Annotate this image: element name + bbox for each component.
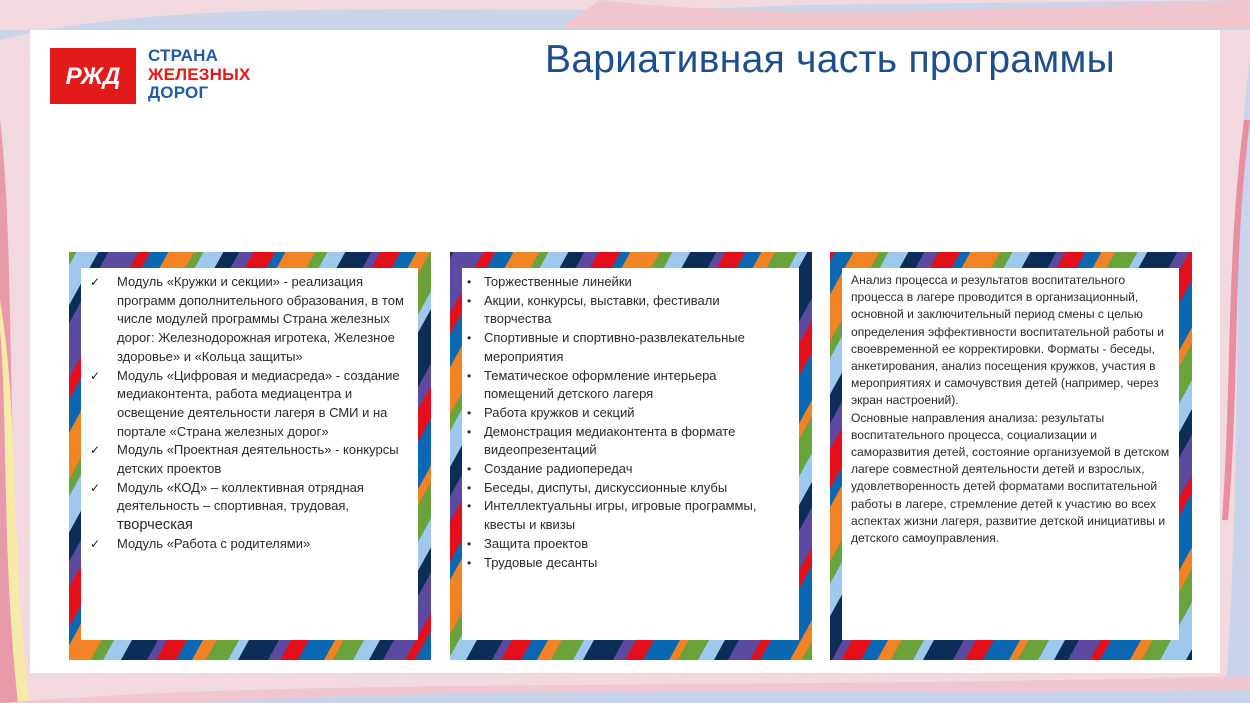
card-activities bbox=[450, 252, 812, 660]
activity-item-text: Тематическое оформление интерьера помещений детского лагеря bbox=[484, 367, 717, 402]
bullet-icon: • bbox=[467, 331, 472, 346]
rzd-logo-mark bbox=[50, 48, 136, 104]
rzd-logo bbox=[50, 48, 136, 104]
activity-item bbox=[467, 404, 789, 423]
module-item-tail: творческая bbox=[117, 517, 193, 534]
module-item bbox=[90, 273, 408, 367]
checkmark-icon: ✓ bbox=[90, 443, 101, 458]
checkmark-icon: ✓ bbox=[90, 368, 101, 383]
activity-item-text: Акции, конкурсы, выставки, фестивали творчества bbox=[484, 292, 720, 327]
activity-item bbox=[467, 292, 789, 329]
bullet-icon: • bbox=[467, 499, 472, 514]
card-modules-content bbox=[81, 268, 418, 640]
activity-item bbox=[467, 535, 789, 554]
module-item bbox=[90, 535, 408, 554]
module-item-text: Модуль «Цифровая и медиасреда» - создание медиаконтента, работа медиацентра и освещение деятельности лагеря в СМИ и на портале «Страна железных дорог» bbox=[117, 367, 400, 439]
bullet-icon: • bbox=[467, 275, 472, 289]
card-analysis-content bbox=[842, 268, 1179, 640]
bullet-icon: • bbox=[467, 555, 472, 570]
activity-item bbox=[467, 367, 789, 404]
activity-item bbox=[467, 497, 789, 534]
activity-item-text: Беседы, диспуты, дискуссионные клубы bbox=[484, 479, 728, 495]
activity-item-text: Интеллектуальны игры, игровые программы, квесты и квизы bbox=[484, 498, 757, 533]
logo-line-2: ЖЕЛЕЗНЫХ bbox=[148, 64, 251, 84]
card-activities-content bbox=[462, 268, 799, 640]
page-title: Вариативная часть программы bbox=[545, 38, 1115, 81]
module-item bbox=[90, 441, 408, 478]
analysis-paragraph-1: Анализ процесса и результатов воспитательного процесса в лагере проводится в организационный, основной и заключительный период смены с целью определения эффективности воспитательной работы и своевременной ее корректировки. Форматы - беседы, анкетирования, анализ посещения кружков, участия в мероприятиях и самочувствия детей (например, через экран настроений). bbox=[851, 273, 1165, 408]
logo-line-1: СТРАНА bbox=[148, 46, 219, 65]
activity-item bbox=[467, 479, 789, 498]
activity-item-text: Защита проектов bbox=[484, 535, 589, 551]
module-item-text: Модуль «Кружки и секции» - реализация программ дополнительного образования, в том числе модулей программы Страна железных дорог: Железнодорожная игротека, Железное здоровье» и «Кольца защиты» bbox=[117, 274, 404, 364]
activity-item bbox=[467, 423, 789, 460]
activity-item bbox=[467, 273, 789, 292]
bullet-icon: • bbox=[467, 405, 472, 420]
bullet-icon: • bbox=[467, 293, 472, 308]
activity-item-text: Спортивные и спортивно-развлекательные мероприятия bbox=[484, 330, 745, 364]
activity-item-text: Трудовые десанты bbox=[484, 554, 598, 570]
analysis-paragraph-2: Основные направления анализа: результаты воспитательного процесса, социализации и саморазвития детей, состояние организуемой в детском лагере совместной деятельности детей и взрослых, удовлетворенность детей форматами воспитательной работы в лагере, стремление детей к участию во всех аспектах жизни лагеря, развитие детской инициативы и детского самоуправления. bbox=[851, 410, 1170, 546]
activities-list bbox=[467, 273, 789, 572]
card-modules bbox=[69, 252, 431, 660]
logo-wordmark bbox=[148, 47, 250, 103]
bullet-icon: • bbox=[467, 480, 472, 495]
activity-item-text: Работа кружков и секций bbox=[484, 404, 635, 420]
module-item-text: Модуль «Проектная деятельность» - конкурсы детских проектов bbox=[117, 442, 399, 477]
checkmark-icon: ✓ bbox=[90, 480, 101, 495]
activity-item-text: Демонстрация медиаконтента в формате видеопрезентаций bbox=[484, 423, 736, 458]
module-item bbox=[90, 479, 408, 535]
bullet-icon: • bbox=[467, 462, 472, 477]
activity-item bbox=[467, 329, 789, 366]
module-item bbox=[90, 367, 408, 442]
activity-item bbox=[467, 460, 789, 479]
bullet-icon: • bbox=[467, 536, 472, 551]
module-item-text: Модуль «КОД» – коллективная отрядная деятельность – спортивная, трудовая, bbox=[117, 479, 364, 514]
checkmark-icon: ✓ bbox=[90, 275, 101, 289]
activity-item-text: Создание радиопередач bbox=[484, 461, 633, 477]
bullet-icon: • bbox=[467, 368, 472, 383]
logo-line-3: ДОРОГ bbox=[148, 83, 209, 102]
activity-item-text: Торжественные линейки bbox=[484, 274, 632, 289]
modules-list bbox=[90, 273, 408, 554]
module-item-text: Модуль «Работа с родителями» bbox=[117, 535, 311, 551]
checkmark-icon: ✓ bbox=[90, 536, 101, 551]
activity-item bbox=[467, 554, 789, 573]
card-analysis bbox=[830, 252, 1192, 660]
bullet-icon: • bbox=[467, 424, 472, 439]
rzd-logo-mark-text: РЖД bbox=[65, 63, 121, 90]
